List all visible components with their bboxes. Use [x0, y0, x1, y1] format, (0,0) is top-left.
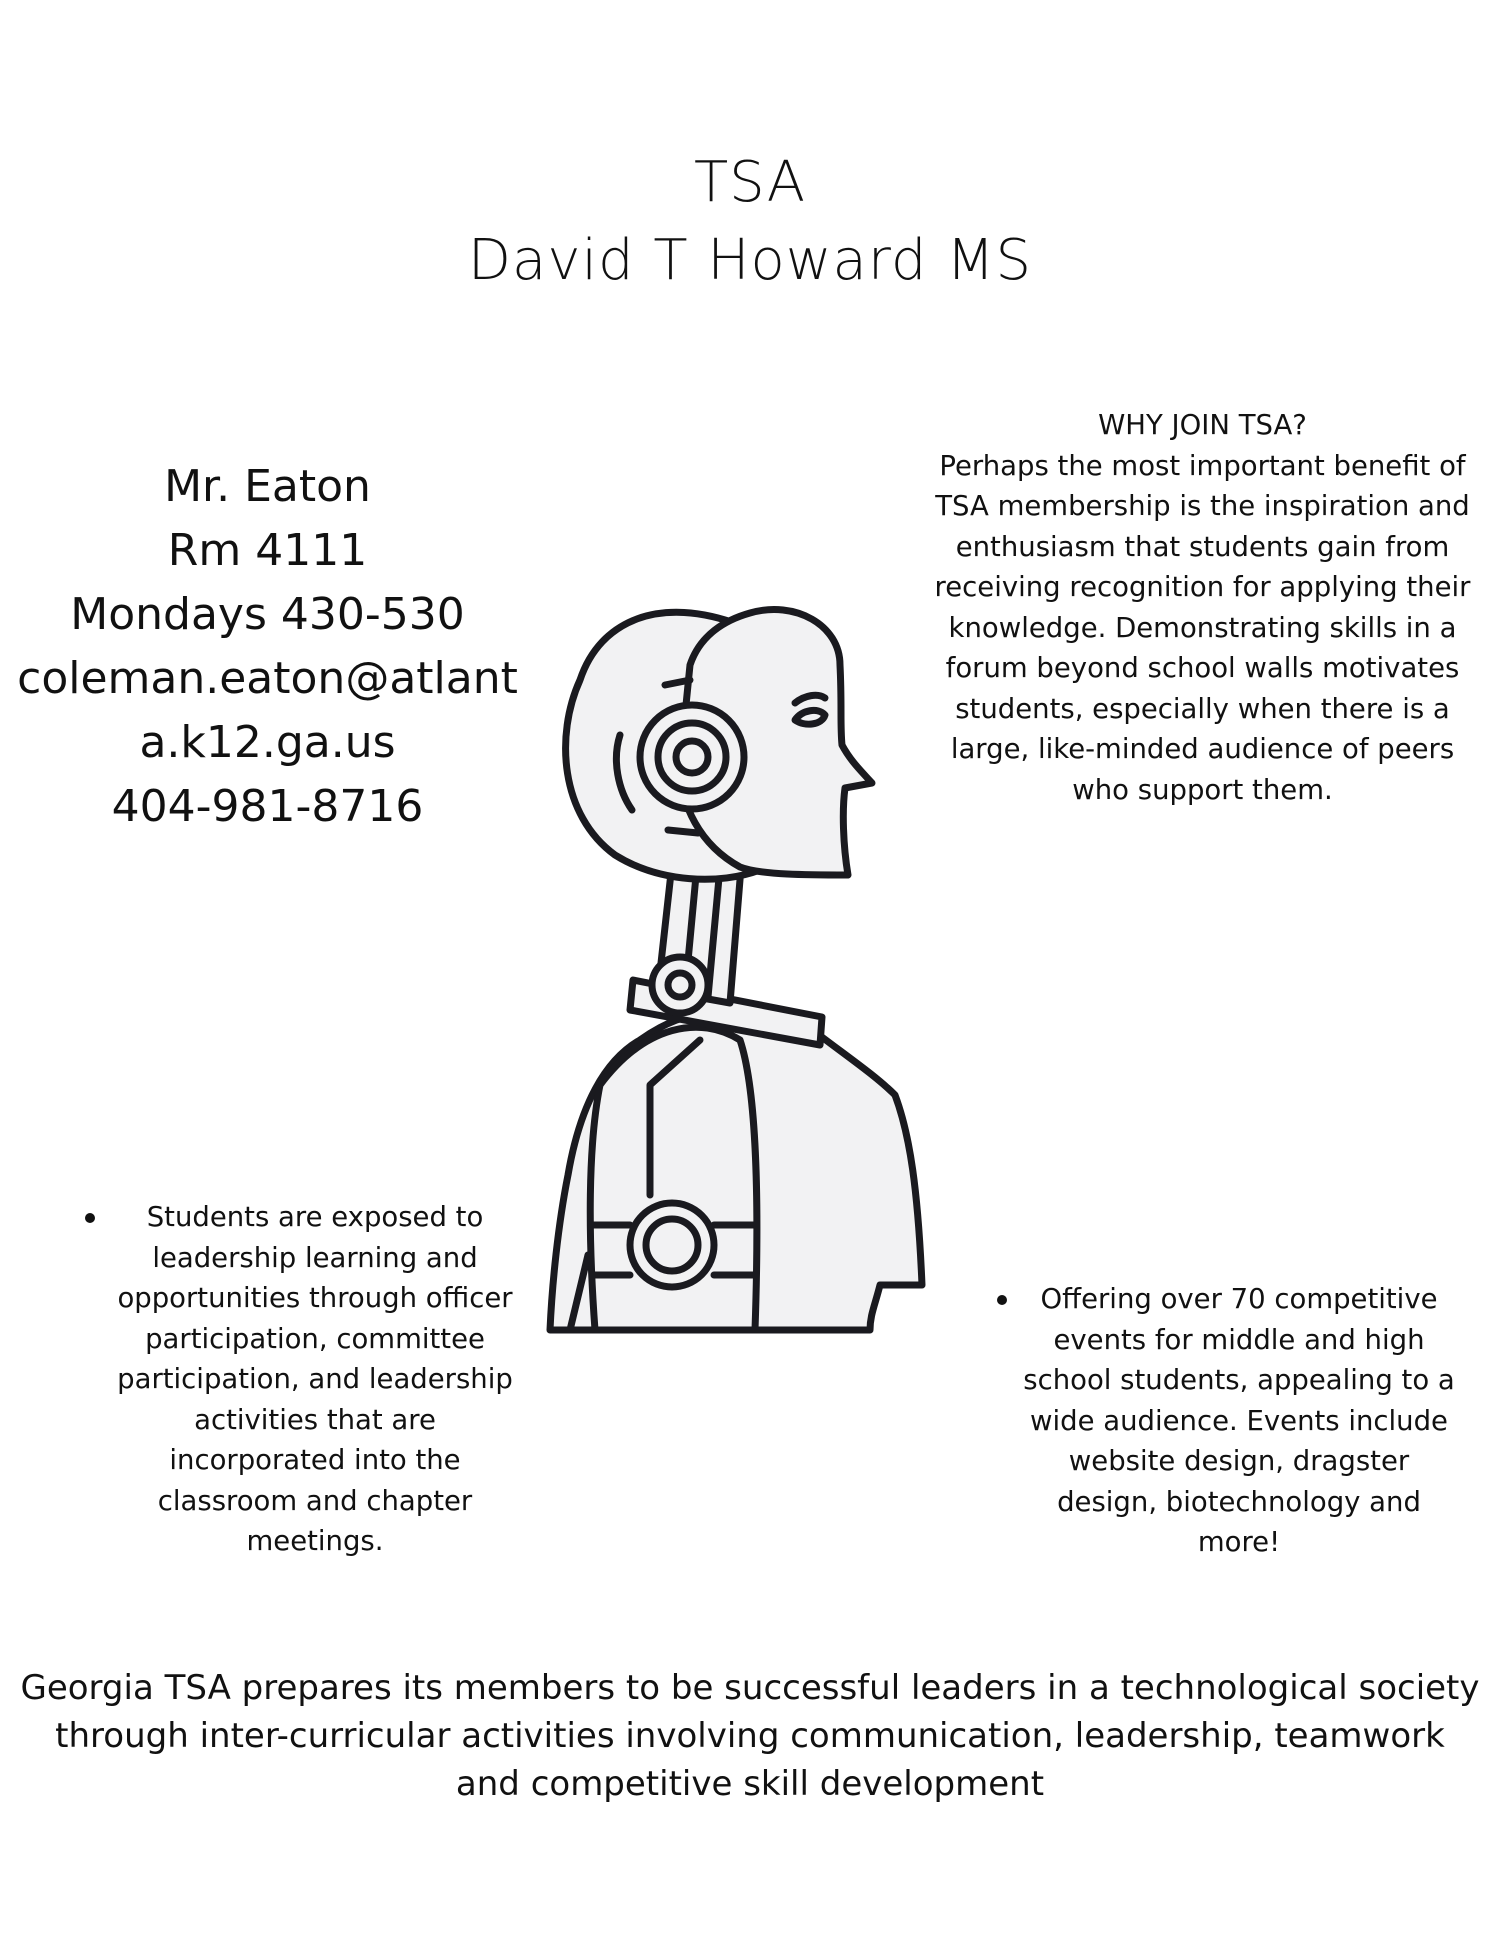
robot-profile-icon [540, 585, 980, 1355]
why-join-heading: WHY JOIN TSA? [1098, 409, 1307, 441]
bullet-item-leadership [85, 1197, 515, 1562]
bullet-item-events [995, 1279, 1455, 1563]
why-join-section [925, 405, 1480, 810]
room-number: Rm 4111 [167, 525, 368, 576]
bullet-text-events: Offering over 70 competitive events for middle and high school students, appealing to a wide audience. Events include website design, dragster design, biotechnology and more! [1023, 1283, 1455, 1558]
email-line-2: a.k12.ga.us [139, 717, 396, 768]
bullet-dot-icon [997, 1295, 1007, 1305]
bullet-dot-icon [85, 1213, 95, 1223]
meeting-schedule: Mondays 430-530 [70, 589, 465, 640]
school-name: David T Howard MS [467, 228, 1033, 293]
bullet-text-leadership: Students are exposed to leadership learning and opportunities through officer participation, committee participation, and leadership activities that are incorporated into the classroom and chapter meetings. [117, 1201, 513, 1557]
page-title: TSA [693, 150, 807, 215]
phone-number: 404-981-8716 [111, 781, 424, 832]
contact-info [0, 455, 535, 839]
mission-statement: Georgia TSA prepares its members to be successful leaders in a technological society through inter-curricular activities involving communication, leadership, teamwork and competitive skill development [20, 1668, 1480, 1804]
email-line-1: coleman.eaton@atlant [17, 653, 518, 704]
why-join-body: Perhaps the most important benefit of TSA membership is the inspiration and enthusiasm that students gain from receiving recognition for applying their knowledge. Demonstrating skills in a forum beyond school walls motivates students, especially when there is a large, like-minded audience of peers who support them. [934, 449, 1471, 806]
advisor-name: Mr. Eaton [164, 461, 371, 512]
